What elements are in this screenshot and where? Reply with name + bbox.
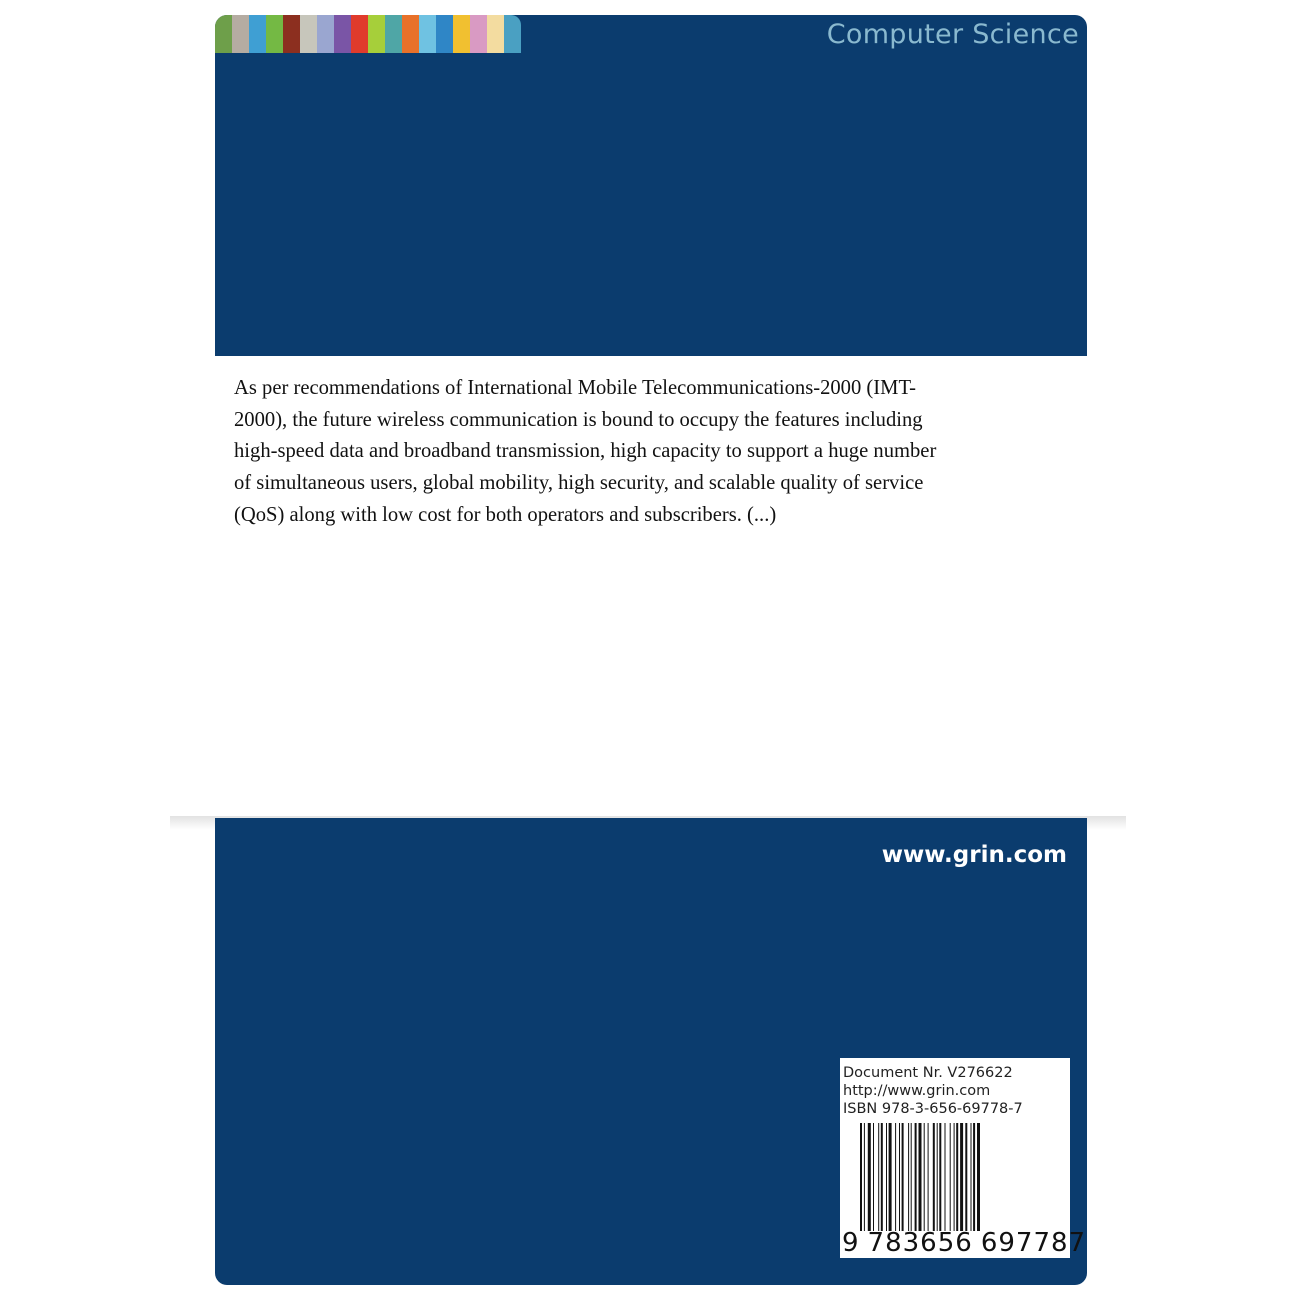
barcode-bar bbox=[878, 1123, 879, 1231]
barcode-label bbox=[840, 1058, 1087, 1258]
barcode-bar bbox=[965, 1123, 967, 1231]
barcode-bar bbox=[939, 1123, 941, 1231]
barcode-bar bbox=[864, 1123, 865, 1231]
barcode-bar bbox=[911, 1123, 912, 1231]
color-stripe bbox=[436, 15, 453, 53]
document-url: http://www.grin.com bbox=[843, 1083, 991, 1099]
color-stripe bbox=[232, 15, 249, 53]
color-stripe bbox=[470, 15, 487, 53]
color-stripe bbox=[453, 15, 470, 53]
barcode-bar bbox=[915, 1123, 917, 1231]
barcode-bar bbox=[881, 1123, 883, 1231]
color-stripe bbox=[215, 15, 232, 53]
cover-bottom-panel bbox=[215, 818, 1087, 1285]
color-stripe bbox=[249, 15, 266, 53]
barcode-bar bbox=[919, 1123, 922, 1231]
barcode-bar bbox=[868, 1123, 871, 1231]
color-stripe bbox=[487, 15, 504, 53]
color-stripe bbox=[368, 15, 385, 53]
isbn-text: ISBN 978-3-656-69778-7 bbox=[843, 1101, 1023, 1117]
barcode-bars bbox=[860, 1123, 1065, 1231]
barcode-bar bbox=[971, 1123, 972, 1231]
series-label: Computer Science bbox=[826, 19, 1079, 50]
color-stripes bbox=[215, 15, 521, 53]
barcode-bar bbox=[886, 1123, 887, 1231]
barcode-bar bbox=[860, 1123, 862, 1231]
barcode-bar bbox=[950, 1123, 951, 1231]
barcode-bar bbox=[928, 1123, 929, 1231]
color-stripe bbox=[300, 15, 317, 53]
color-stripe bbox=[266, 15, 283, 53]
barcode-bar bbox=[954, 1123, 955, 1231]
color-stripe bbox=[283, 15, 300, 53]
barcode-bar bbox=[899, 1123, 900, 1231]
color-stripe bbox=[351, 15, 368, 53]
color-stripe bbox=[419, 15, 436, 53]
barcode-bar bbox=[902, 1123, 904, 1231]
barcode-bar bbox=[937, 1123, 938, 1231]
barcode-bar bbox=[960, 1123, 963, 1231]
barcode-bar bbox=[889, 1123, 892, 1231]
color-stripe bbox=[402, 15, 419, 53]
barcode-bar bbox=[977, 1123, 980, 1231]
barcode-bar bbox=[924, 1123, 925, 1231]
barcode-bar bbox=[933, 1123, 935, 1231]
barcode-first-digit: 9 bbox=[842, 1228, 860, 1258]
barcode-bar bbox=[873, 1123, 874, 1231]
book-blurb: As per recommendations of International Mobile Telecommunications-2000 (IMT-2000), the future wireless communication is bound to occupy the features including high-speed data and broadband transmission, high capacity to support a huge number of simultaneous users, global mobility, high security, and scalable quality of service (QoS) along with low cost for both operators and subscribers. (...) bbox=[234, 377, 937, 526]
barcode-left-group: 783656 bbox=[867, 1228, 973, 1258]
barcode-digits bbox=[842, 1228, 1087, 1258]
barcode-bar bbox=[895, 1123, 896, 1231]
color-stripe bbox=[334, 15, 351, 53]
publisher-url[interactable]: www.grin.com bbox=[881, 842, 1067, 868]
barcode-bar bbox=[908, 1123, 909, 1231]
color-stripe bbox=[317, 15, 334, 53]
barcode-bar bbox=[945, 1123, 946, 1231]
cover-top-panel bbox=[215, 15, 1087, 356]
color-stripe bbox=[504, 15, 521, 53]
document-number: Document Nr. V276622 bbox=[843, 1065, 1013, 1081]
barcode-bar bbox=[973, 1123, 975, 1231]
document-info bbox=[843, 1064, 1023, 1118]
barcode-right-group: 697787 bbox=[980, 1228, 1087, 1258]
barcode-bar bbox=[956, 1123, 958, 1231]
color-stripe bbox=[385, 15, 402, 53]
